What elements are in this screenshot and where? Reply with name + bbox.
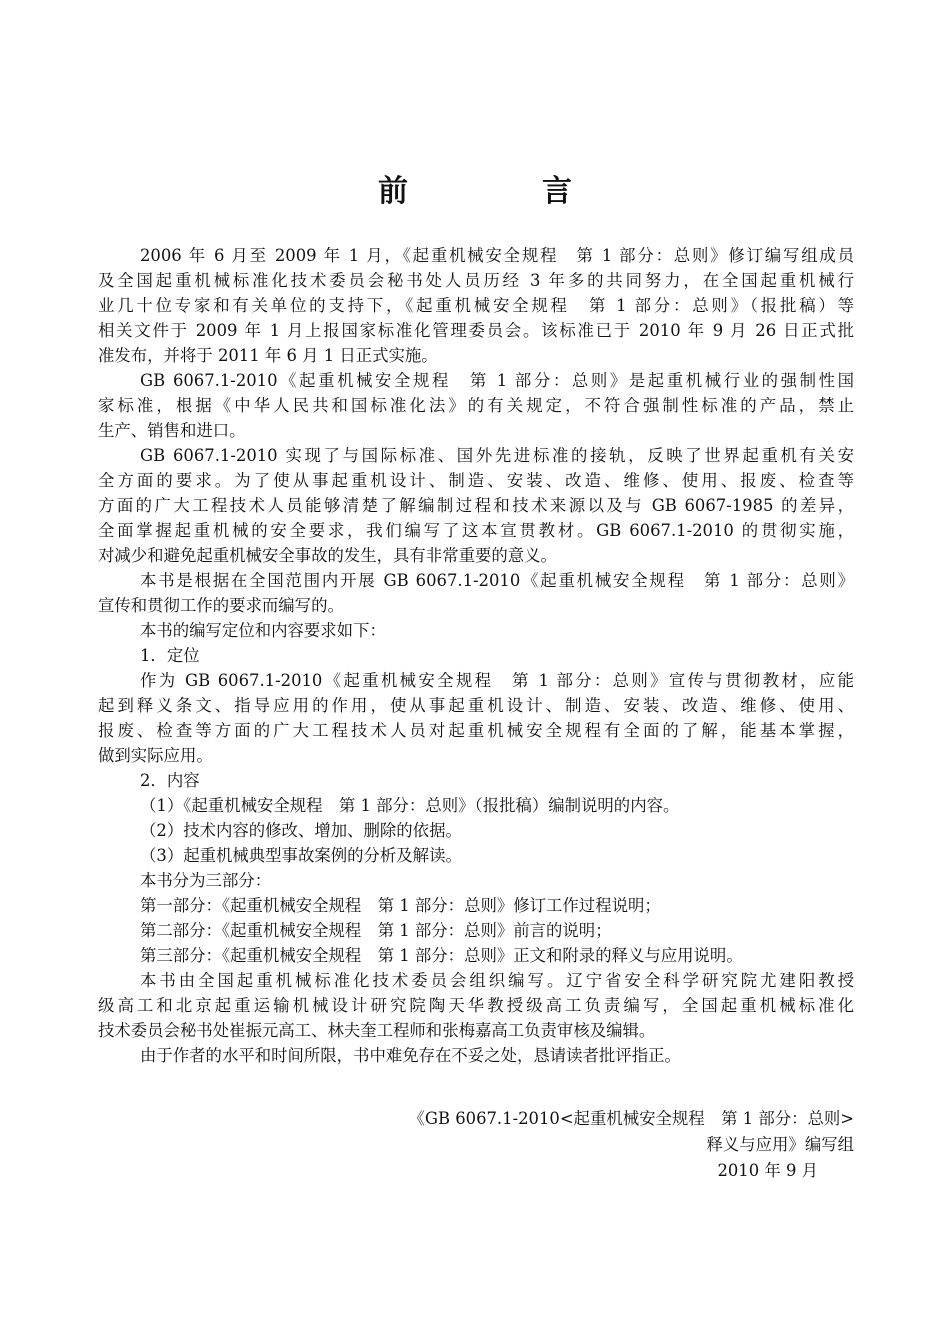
text-line: 作为 GB 6067.1-2010《起重机械安全规程 第 1 部分：总则》宣传与贯彻教材，应能 <box>140 671 854 690</box>
preface-body <box>98 243 854 1068</box>
text-line: 级高工和北京起重运输机械设计研究院陶天华教授级高工负责编写，全国起重机械标准化 <box>98 996 854 1015</box>
text-line: 生产、销售和进口。 <box>98 421 246 440</box>
page-title: 前 言 <box>378 174 624 209</box>
text-line: 全面掌握起重机械的安全要求，我们编写了这本宣贯教材。GB 6067.1-2010 的贯彻实施， <box>98 521 854 540</box>
text-line: 技术委员会秘书处崔振元高工、林夫奎工程师和张梅嘉高工负责审核及编辑。 <box>98 1021 656 1040</box>
text-line: 家标准，根据《中华人民共和国标准化法》的有关规定，不符合强制性标准的产品，禁止 <box>98 396 854 415</box>
text-line: 对减少和避免起重机械安全事故的发生，具有非常重要的意义。 <box>98 546 557 565</box>
text-line: GB 6067.1-2010 实现了与国际标准、国外先进标准的接轨，反映了世界起重机有关安 <box>140 446 854 465</box>
text-line: 本书的编写定位和内容要求如下： <box>140 621 386 640</box>
text-line: （1）《起重机械安全规程 第 1 部分：总则》（报批稿）编制说明的内容。 <box>140 796 680 815</box>
text-line: 方面的广大工程技术人员能够清楚了解编制过程和技术来源以及与 GB 6067-1985 的差异， <box>98 496 854 515</box>
text-line: 报废、检查等方面的广大工程技术人员对起重机械安全规程有全面的了解，能基本掌握， <box>98 721 854 740</box>
text-line: 起到释义条文、指导应用的作用，使从事起重机设计、制造、安装、改造、维修、使用、 <box>98 696 854 715</box>
signature-line-2: 释义与应用》编写组 <box>706 1135 854 1154</box>
text-line: （2）技术内容的修改、增加、删除的依据。 <box>140 821 462 840</box>
signature-block <box>408 1106 854 1184</box>
text-line: 第三部分：《起重机械安全规程 第 1 部分：总则》正文和附录的释义与应用说明。 <box>140 946 743 965</box>
text-line: 2006 年 6 月至 2009 年 1 月，《起重机械安全规程 第 1 部分：总则》修订编写组成员 <box>140 246 854 265</box>
text-line: 本书分为三部分： <box>140 871 272 890</box>
text-line: 本书由全国起重机械标准化技术委员会组织编写。辽宁省安全科学研究院尤建阳教授 <box>140 971 854 990</box>
signature-date: 2010 年 9 月 <box>717 1161 818 1180</box>
text-line: 业几十位专家和有关单位的支持下，《起重机械安全规程 第 1 部分：总则》（报批稿）等 <box>98 296 854 315</box>
text-line: GB 6067.1-2010《起重机械安全规程 第 1 部分：总则》是起重机械行业的强制性国 <box>140 371 854 390</box>
text-line: （3）起重机械典型事故案例的分析及解读。 <box>140 846 462 865</box>
text-line: 准发布，并将于 2011 年 6 月 1 日正式实施。 <box>98 346 438 365</box>
text-line: 宣传和贯彻工作的要求而编写的。 <box>98 596 344 615</box>
text-line: 及全国起重机械标准化技术委员会秘书处人员历经 3 年多的共同努力，在全国起重机械行 <box>98 271 854 290</box>
text-line: 第一部分：《起重机械安全规程 第 1 部分：总则》修订工作过程说明； <box>140 896 661 915</box>
text-line: 全方面的要求。为了使从事起重机设计、制造、安装、改造、维修、使用、报废、检查等 <box>98 471 854 490</box>
text-line: 相关文件于 2009 年 1 月上报国家标准化管理委员会。该标准已于 2010 年 9 月 26 日正式批 <box>98 321 854 340</box>
text-line: 2．内容 <box>140 771 200 790</box>
text-line: 第二部分：《起重机械安全规程 第 1 部分：总则》前言的说明； <box>140 921 612 940</box>
signature-line-1: 《GB 6067.1-2010<起重机械安全规程 第 1 部分：总则> <box>408 1109 854 1128</box>
text-line: 1．定位 <box>140 646 200 665</box>
text-line: 由于作者的水平和时间所限，书中难免存在不妥之处，恳请读者批评指正。 <box>140 1046 681 1065</box>
text-line: 本书是根据在全国范围内开展 GB 6067.1-2010《起重机械安全规程 第 1 部分：总则》 <box>140 571 854 590</box>
text-line: 做到实际应用。 <box>98 746 213 765</box>
